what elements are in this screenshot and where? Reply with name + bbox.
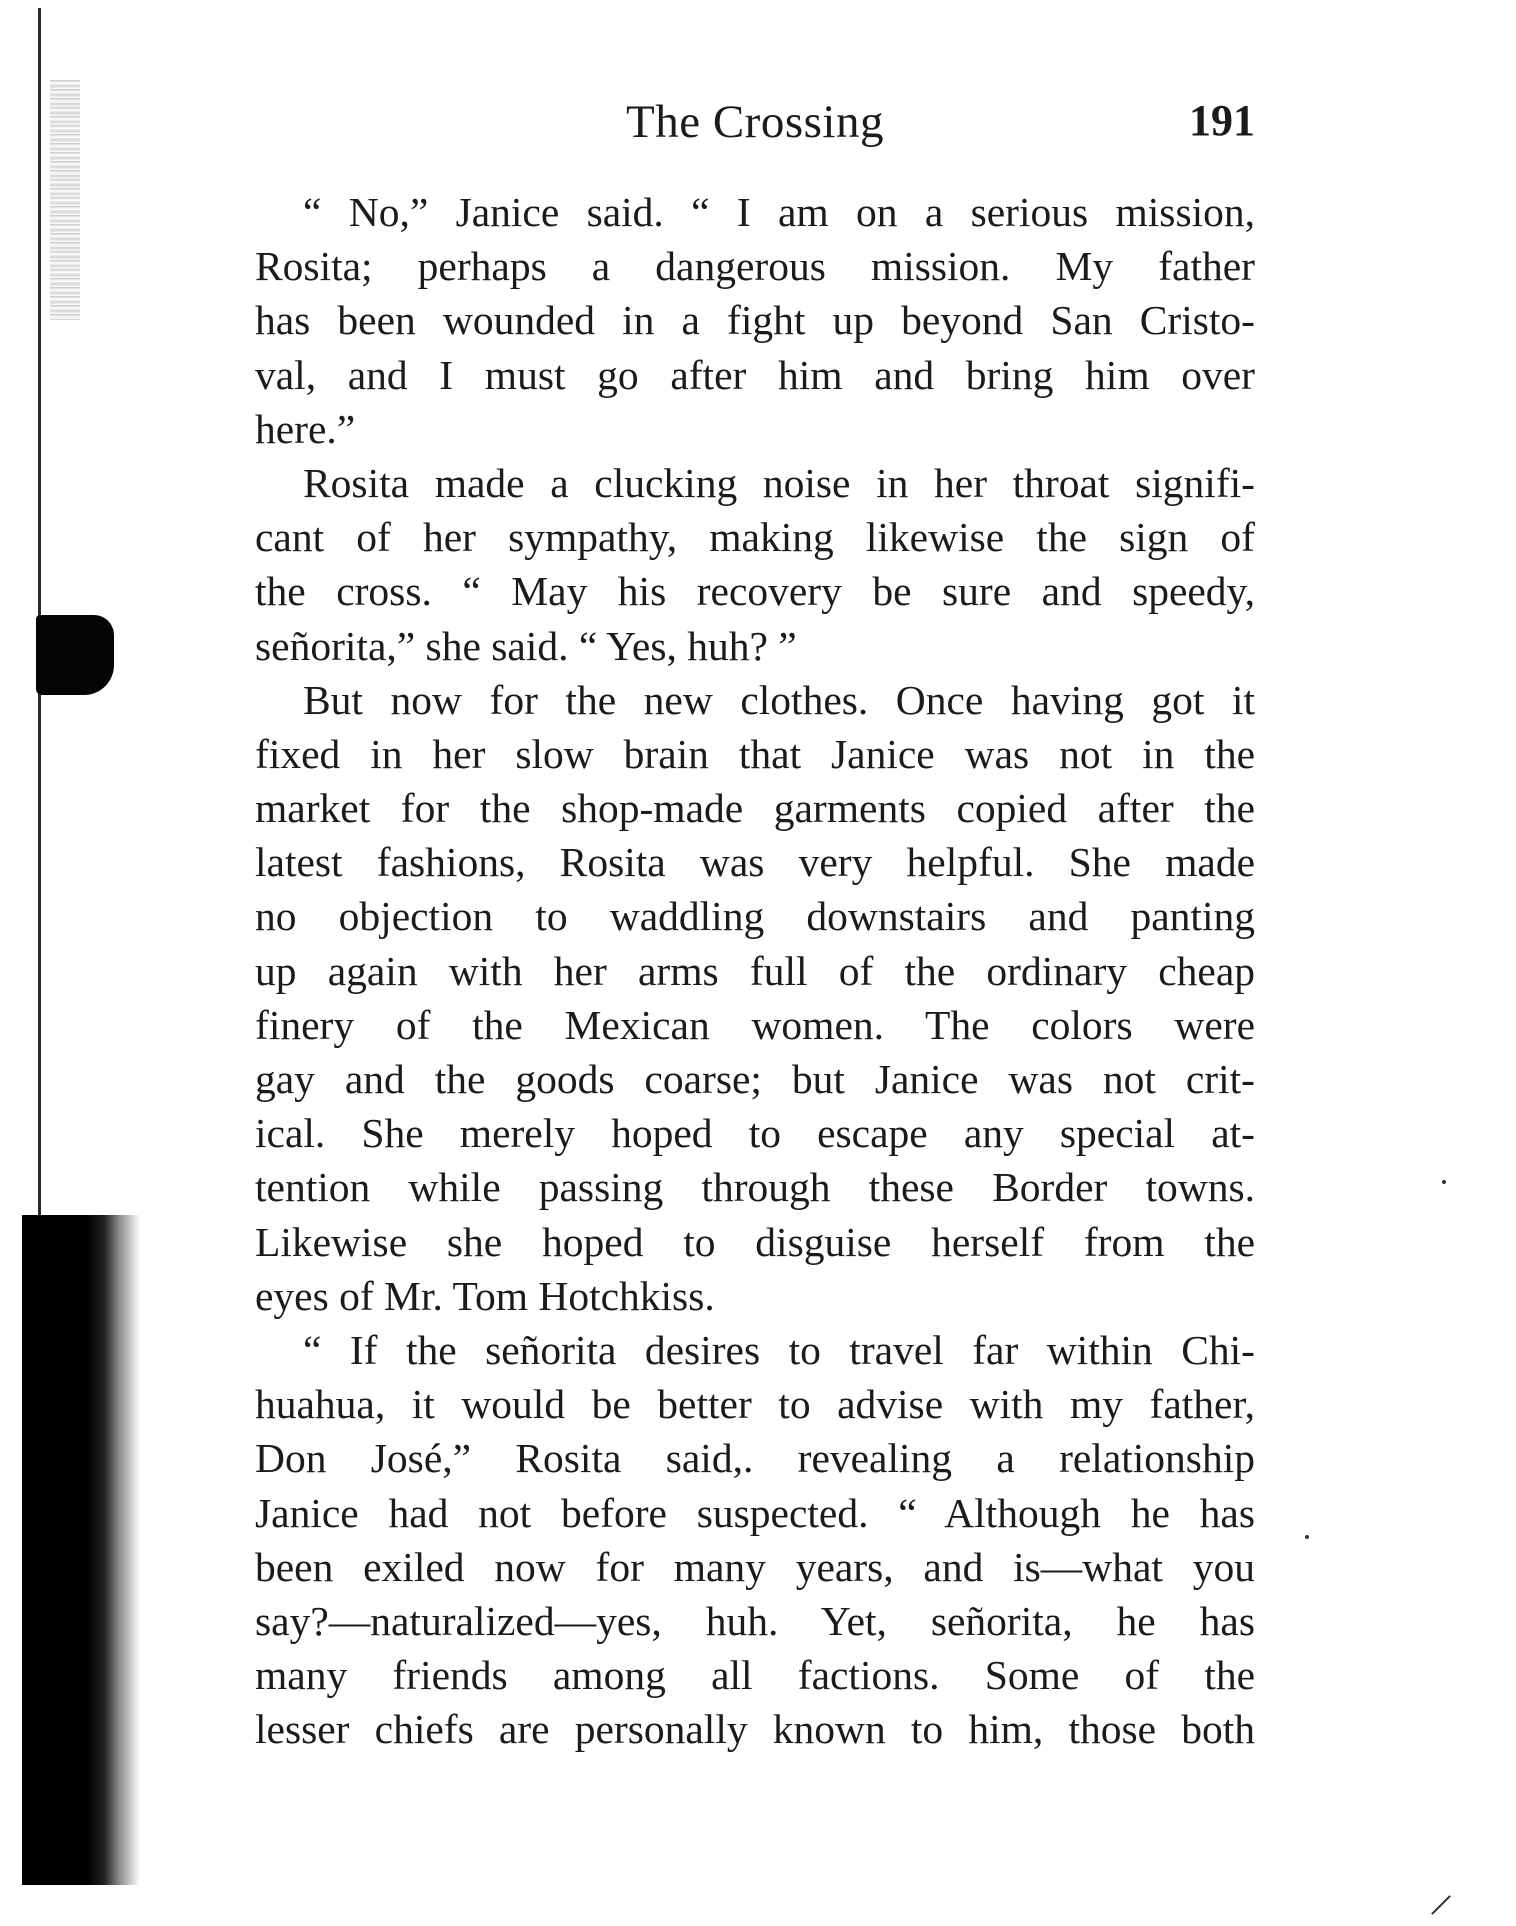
text-line: has been wounded in a fight up beyond San Cristo- [255,297,1255,344]
gutter-shadow-mark [36,615,114,695]
text-line: cant of her sympathy, making likewise the sign of [255,514,1255,561]
text-line: market for the shop-made garments copied after the [255,785,1255,832]
text-line: señorita,” she said. “ Yes, huh? ” [255,622,797,669]
text-line: huahua, it would be better to advise with my father, [255,1381,1255,1428]
text-line: tention while passing through these Border towns. [255,1164,1255,1211]
text-line: But now for the new clothes. Once having got it [303,676,1255,723]
text-line: Don José,” Rosita said,. revealing a relationship [255,1435,1255,1482]
text-line: “ No,” Janice said. “ I am on a serious mission, [303,189,1255,235]
text-line: gay and the goods coarse; but Janice was not crit- [255,1056,1255,1102]
page-title: The Crossing [626,96,884,148]
text-line: latest fashions, Rosita was very helpful. She made [255,839,1255,886]
body-text [255,185,1255,1756]
page-number: 191 [1189,96,1255,145]
gutter-shadow [22,1215,140,1885]
text-line: many friends among all factions. Some of the [255,1652,1255,1699]
scan-dot [1442,1180,1446,1184]
scan-slash-mark [1431,1895,1451,1915]
text-line: val, and I must go after him and bring him over [255,351,1255,398]
text-line: lesser chiefs are personally known to him, those both [255,1706,1255,1753]
text-line: “ If the señorita desires to travel far within Chi- [303,1326,1255,1373]
text-line: say?—naturalized—yes, huh. Yet, señorita, he has [255,1597,1255,1644]
text-line: Likewise she hoped to disguise herself from the [255,1218,1255,1265]
text-line: up again with her arms full of the ordinary cheap [255,947,1255,994]
text-line: been exiled now for many years, and is—what you [255,1543,1255,1590]
text-line: the cross. “ May his recovery be sure and speedy, [255,568,1255,615]
text-line: Rosita made a clucking noise in her throat signifi- [303,459,1255,506]
text-line: fixed in her slow brain that Janice was not in the [255,730,1255,777]
text-line: here.” [255,405,356,452]
text-line: finery of the Mexican women. The colors were [255,1001,1255,1048]
scan-dot [1305,1535,1309,1539]
text-line: Janice had not before suspected. “ Although he has [255,1489,1255,1536]
gutter-speckle [50,80,80,320]
running-head [255,95,1255,165]
text-line: eyes of Mr. Tom Hotchkiss. [255,1272,715,1319]
text-line: ical. She merely hoped to escape any special at- [255,1110,1255,1157]
text-line: no objection to waddling downstairs and panting [255,893,1255,940]
text-line: Rosita; perhaps a dangerous mission. My father [255,243,1255,290]
